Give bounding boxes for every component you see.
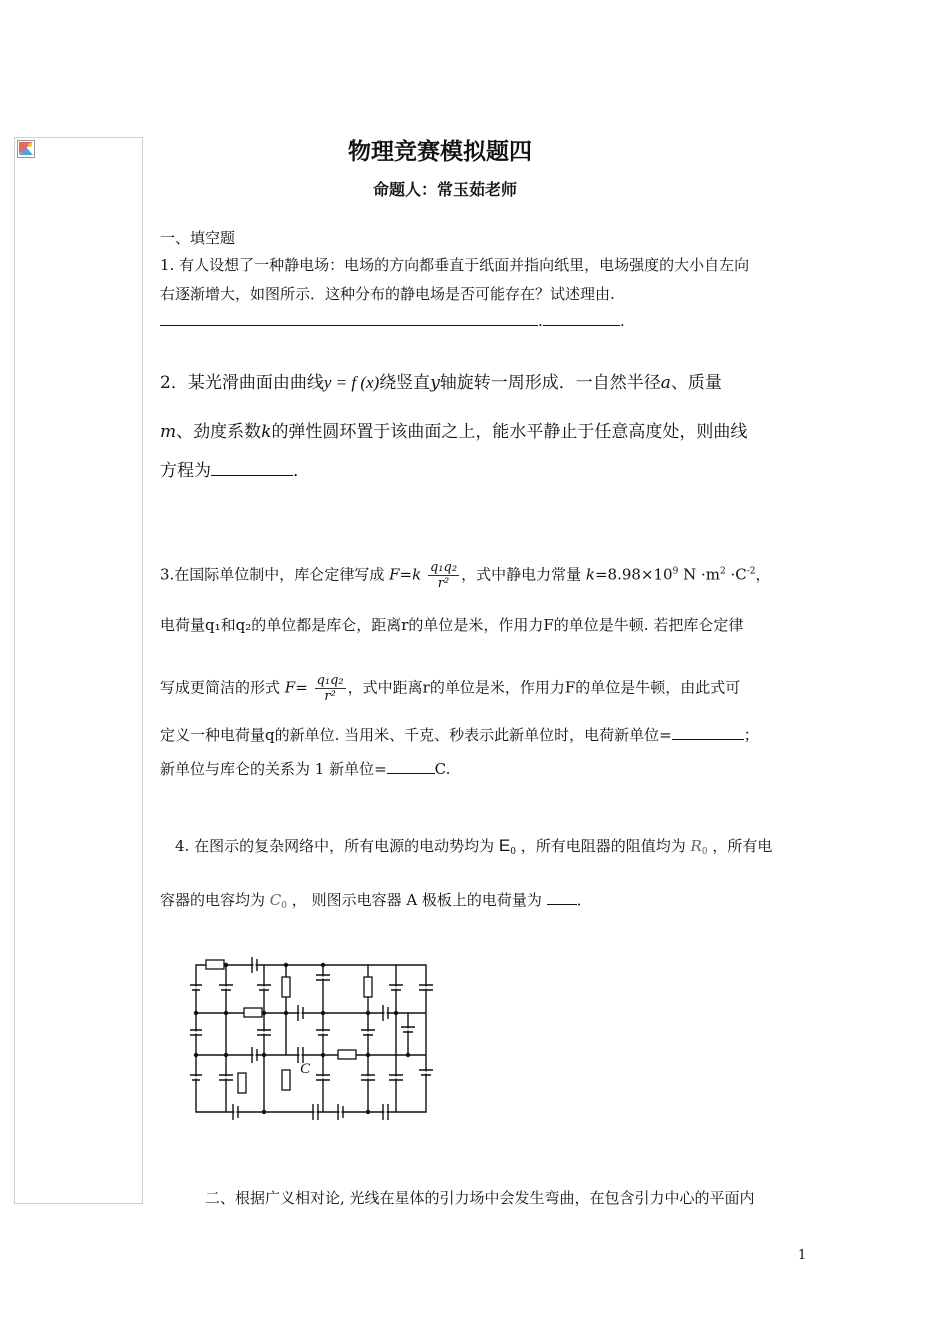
q1-period-end: . xyxy=(620,312,625,330)
coulomb-fraction: $\frac{\text{q₁q₂}}{\text{r²}}$ xyxy=(429,560,458,591)
section2-line1: 二、根据广义相对论, 光线在星体的引力场中会发生弯曲，在包含引力中心的平面内 xyxy=(205,1189,755,1207)
sidebar-frame xyxy=(14,137,143,1204)
q4-line1: 4. 在图示的复杂网络中，所有电源的电动势均为 $E_0$ ，所有电阻器的阻值均为 $R_0$ ，所有电 xyxy=(175,836,773,857)
q3-line5: 新单位与库仑的关系为 1 新单位= C. xyxy=(160,760,451,778)
q3-line4: 定义一种电荷量q的新单位. 当用米、千克、秒表示此新单位时，电荷新单位= ； xyxy=(160,726,759,744)
page-title: 物理竞赛模拟题四 xyxy=(348,138,532,165)
q3-answer-blank-1[interactable] xyxy=(672,725,744,740)
simplified-fraction: $\frac{\text{q₁q₂}}{\text{r²}}$ xyxy=(316,673,344,704)
q3-answer-blank-2[interactable] xyxy=(387,759,435,774)
q2-line2: m、劲度系数k的弹性圆环置于该曲面之上，能水平静止于任意高度处，则曲线 xyxy=(160,422,748,442)
q1-answer-blank-1[interactable] xyxy=(160,325,538,326)
q3-line2: 电荷量q₁和q₂的单位都是库仑，距离r的单位是米，作用力F的单位是牛顿. 若把库仑定律 xyxy=(160,616,744,634)
q1-line1: 1. 有人设想了一种静电场：电场的方向都垂直于纸面并指向纸里，电场强度的大小自左向 xyxy=(160,256,750,274)
page-number: 1 xyxy=(798,1248,807,1263)
capacitor-label: C xyxy=(300,1061,311,1077)
q4-answer-blank[interactable] xyxy=(547,890,577,905)
q2-answer-blank[interactable] xyxy=(211,461,293,476)
q2-line3: 方程为 ． xyxy=(160,461,310,481)
q3-line1: 3.在国际单位制中，库仑定律写成 F=k $\frac{\text{q₁q₂}}{\text{r²}}$ ，式中静电力常量 $k=8.98\times 10^9$ $N \cdot m^2 \cdot C^{-2}$， xyxy=(160,560,771,591)
q1-line2: 右逐渐增大，如图所示．这种分布的静电场是否可能存在？试述理由. xyxy=(160,285,615,303)
q3-line3: 写成更简洁的形式 F= $\frac{\text{q₁q₂}}{\text{r²}}$ ，式中距离r的单位是米，作用力F的单位是牛顿，由此式可 xyxy=(160,673,741,704)
q1-answer-blank-2[interactable] xyxy=(543,325,620,326)
author-line: 命题人：常玉茹老师 xyxy=(372,180,517,199)
q1-period: . xyxy=(538,312,543,330)
q2-line1: 2．某光滑曲面由曲线y = f (x)绕竖直y轴旋转一周形成．一自然半径a、质量 xyxy=(160,373,722,393)
q4-line2: 容器的电容均为 $C_0$ ， 则图示电容器 A 极板上的电荷量为 ． xyxy=(160,891,592,911)
section-heading-fill-in: 一、填空题 xyxy=(160,229,236,247)
circuit-network-figure xyxy=(188,955,438,1120)
